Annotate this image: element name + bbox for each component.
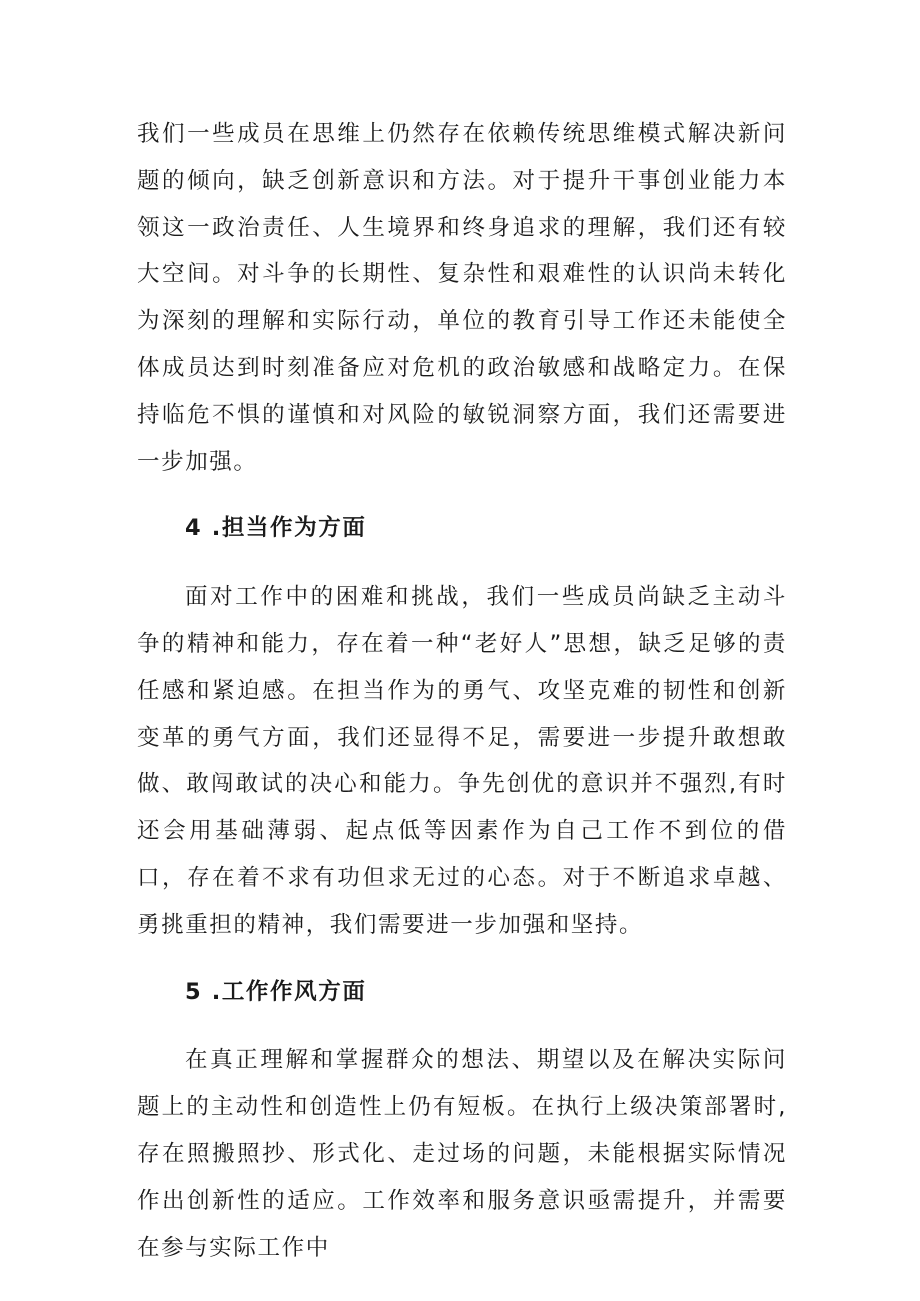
spacer bbox=[137, 1015, 787, 1037]
body-paragraph-1: 我们一些成员在思维上仍然存在依赖传统思维模式解决新问题的倾向，缺乏创新意识和方法。对于提升干事创业能力本领这一政治责任、人生境界和终身追求的理解，我们还有较大空间。对斗争的长期性、复杂性和艰难性的认识尚未转化为深刻的理解和实际行动，单位的教育引导工作还未能使全体成员达到时刻准备应对危机的政治敏感和战略定力。在保持临危不惧的谨慎和对风险的敏锐洞察方面，我们还需要进一步加强。 bbox=[137, 121, 787, 475]
section-heading-5: 5 .工作作风方面 bbox=[185, 978, 367, 1005]
spacer bbox=[137, 552, 787, 574]
spacer bbox=[137, 485, 787, 505]
body-paragraph-2: 面对工作中的困难和挑战，我们一些成员尚缺乏主动斗争的精神和能力，存在着一种“老好人”思想，缺乏足够的责任感和紧迫感。在担当作为的勇气、攻坚克难的韧性和创新变革的勇气方面，我们还显得不足，需要进一步提升敢想敢做、敢闯敢试的决心和能力。争先创优的意识并不强烈,有时还会用基础薄弱、起点低等因素作为自己工作不到位的借口，存在着不求有功但求无过的心态。对于不断追求卓越、勇挑重担的精神，我们需要进一步加强和坚持。 bbox=[137, 584, 787, 938]
section-heading-4: 4 .担当作为方面 bbox=[185, 515, 367, 542]
body-paragraph-3: 在真正理解和掌握群众的想法、期望以及在解决实际问题上的主动性和创造性上仍有短板。在执行上级决策部署时,存在照搬照抄、形式化、走过场的问题，未能根据实际情况作出创新性的适应。工作效率和服务意识亟需提升，并需要在参与实际工作中 bbox=[137, 1047, 787, 1261]
spacer bbox=[137, 949, 787, 969]
